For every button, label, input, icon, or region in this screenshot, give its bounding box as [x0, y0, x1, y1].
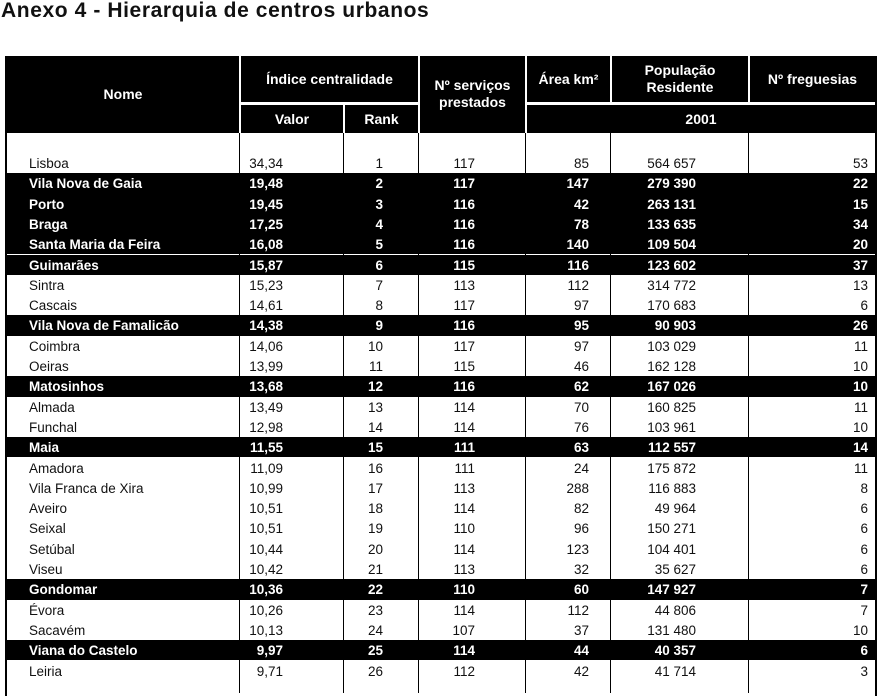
- cell-populacao: 314 772: [647, 277, 696, 293]
- cell-valor: 11,55: [249, 440, 283, 456]
- cell-freguesias: 10: [852, 622, 868, 638]
- cell-valor: 9,71: [256, 663, 283, 679]
- cell-nome: Guimarães: [29, 257, 99, 273]
- cell-area: 42: [573, 196, 589, 212]
- cell-area: 97: [573, 298, 589, 314]
- cell-nome: Lisboa: [29, 156, 69, 171]
- cell-freguesias: 11: [853, 460, 868, 476]
- cell-area: 78: [573, 216, 589, 232]
- header-valor: Valor: [241, 105, 343, 133]
- cell-populacao: 564 657: [647, 156, 696, 171]
- cell-nome: Coimbra: [29, 338, 81, 354]
- table-row: [7, 295, 875, 315]
- cell-freguesias: 11: [853, 399, 868, 415]
- cell-nome: Gondomar: [29, 582, 98, 598]
- cell-rank: 3: [375, 196, 383, 212]
- cell-servicos: 113: [453, 277, 475, 293]
- cell-valor: 10,51: [249, 521, 283, 537]
- cell-freguesias: 6: [860, 298, 868, 314]
- cell-rank: 10: [367, 338, 383, 354]
- cell-rank: 19: [367, 521, 383, 537]
- cell-valor: 10,99: [249, 480, 283, 496]
- cell-rank: 24: [367, 622, 383, 638]
- cell-servicos: 116: [453, 379, 475, 395]
- cell-populacao: 133 635: [647, 216, 696, 232]
- cell-area: 116: [567, 257, 589, 273]
- cell-freguesias: 8: [860, 480, 868, 496]
- cell-rank: 22: [367, 582, 383, 598]
- header-year: 2001: [527, 105, 875, 133]
- cell-populacao: 170 683: [647, 298, 696, 314]
- cell-rank: 15: [367, 440, 383, 456]
- cell-valor: 10,36: [249, 582, 283, 598]
- cell-valor: 12,98: [249, 419, 283, 435]
- cell-servicos: 114: [453, 399, 475, 415]
- cell-area: 60: [573, 582, 589, 598]
- cell-servicos: 112: [453, 663, 475, 679]
- cell-nome: Vila Nova de Famalicão: [29, 318, 179, 334]
- cell-freguesias: 20: [852, 237, 868, 253]
- cell-servicos: 117: [453, 338, 475, 354]
- cell-area: 24: [573, 460, 589, 476]
- cell-valor: 14,06: [249, 338, 283, 354]
- cell-nome: Sacavém: [29, 622, 86, 638]
- cell-populacao: 90 903: [654, 318, 696, 334]
- cell-freguesias: 7: [860, 582, 868, 598]
- table-row: [7, 539, 875, 559]
- cell-rank: 4: [375, 216, 383, 232]
- table-row: [7, 478, 875, 498]
- cell-rank: 9: [375, 318, 383, 334]
- cell-nome: Funchal: [29, 419, 78, 435]
- cell-nome: Matosinhos: [29, 379, 105, 395]
- table-row: [7, 376, 875, 396]
- cell-nome: Leiria: [29, 663, 63, 679]
- cell-populacao: 150 271: [647, 521, 696, 537]
- cell-valor: 13,68: [249, 379, 283, 395]
- cell-servicos: 113: [453, 480, 475, 496]
- cell-valor: 15,87: [249, 257, 283, 273]
- cell-populacao: 109 504: [647, 237, 696, 253]
- cell-servicos: 116: [453, 196, 475, 212]
- header-area: Área km²: [527, 56, 610, 102]
- header-freguesias: Nº freguesias: [750, 56, 875, 102]
- cell-freguesias: 7: [860, 602, 868, 618]
- cell-populacao: 112 557: [647, 440, 696, 456]
- cell-populacao: 263 131: [647, 196, 696, 212]
- cell-servicos: 107: [452, 622, 475, 638]
- cell-rank: 16: [367, 460, 383, 476]
- table-row: [7, 579, 875, 599]
- cell-populacao: 41 714: [654, 663, 696, 679]
- cell-freguesias: 6: [860, 562, 868, 577]
- cell-area: 70: [573, 399, 589, 415]
- cell-nome: Vila Nova de Gaia: [29, 176, 143, 192]
- cell-rank: 13: [367, 399, 383, 415]
- cell-valor: 14,38: [249, 318, 283, 334]
- cell-valor: 9,97: [256, 643, 283, 659]
- table-row: [7, 173, 875, 193]
- urban-centres-table: [5, 56, 877, 696]
- table-row: [7, 600, 875, 620]
- table-row: [7, 437, 875, 457]
- table-row: [7, 498, 875, 518]
- cell-rank: 26: [367, 663, 383, 679]
- cell-area: 96: [573, 521, 589, 537]
- table-row: [7, 275, 875, 295]
- header-servicos-line2: prestados: [439, 94, 506, 110]
- cell-rank: 23: [367, 602, 383, 618]
- table-row: [7, 255, 875, 275]
- cell-nome: Almada: [29, 399, 75, 415]
- cell-valor: 17,25: [249, 216, 283, 232]
- cell-rank: 14: [367, 419, 383, 435]
- cell-populacao: 116 883: [648, 480, 696, 496]
- cell-servicos: 115: [453, 359, 475, 374]
- cell-area: 140: [566, 237, 589, 253]
- cell-freguesias: 6: [860, 541, 868, 557]
- cell-rank: 6: [375, 257, 383, 273]
- cell-populacao: 175 872: [647, 460, 696, 476]
- cell-freguesias: 10: [852, 419, 868, 435]
- cell-area: 37: [573, 622, 589, 638]
- cell-freguesias: 37: [852, 257, 868, 273]
- cell-freguesias: 11: [853, 338, 868, 354]
- table-row: [7, 214, 875, 234]
- cell-nome: Santa Maria da Feira: [29, 237, 161, 253]
- cell-nome: Porto: [29, 196, 65, 212]
- header-servicos-line1: Nº serviços: [434, 77, 511, 93]
- cell-servicos: 110: [453, 521, 475, 537]
- cell-rank: 2: [375, 176, 383, 192]
- cell-nome: Braga: [29, 216, 68, 232]
- cell-rank: 18: [367, 501, 383, 517]
- cell-freguesias: 3: [860, 663, 868, 679]
- cell-freguesias: 13: [852, 277, 868, 293]
- cell-area: 95: [573, 318, 589, 334]
- cell-freguesias: 6: [860, 643, 868, 659]
- cell-valor: 10,13: [249, 622, 283, 638]
- cell-valor: 13,49: [249, 399, 283, 415]
- table-row: [7, 518, 875, 538]
- cell-servicos: 114: [453, 643, 475, 659]
- cell-freguesias: 6: [860, 521, 868, 537]
- cell-freguesias: 10: [852, 379, 868, 395]
- cell-rank: 25: [367, 643, 383, 659]
- cell-freguesias: 53: [852, 156, 868, 171]
- cell-nome: Oeiras: [29, 359, 69, 374]
- table-row: [7, 620, 875, 640]
- cell-populacao: 167 026: [647, 379, 696, 395]
- cell-area: 46: [573, 359, 589, 374]
- cell-servicos: 111: [453, 440, 475, 456]
- table-row: [7, 640, 875, 660]
- cell-freguesias: 26: [852, 318, 868, 334]
- cell-servicos: 117: [453, 156, 475, 171]
- cell-valor: 15,23: [249, 277, 283, 293]
- cell-nome: Vila Franca de Xira: [29, 480, 144, 496]
- cell-freguesias: 6: [860, 501, 868, 517]
- cell-nome: Seixal: [29, 521, 66, 537]
- cell-freguesias: 22: [852, 176, 868, 192]
- cell-nome: Viana do Castelo: [29, 643, 138, 659]
- header-servicos: [420, 56, 525, 133]
- cell-populacao: 131 480: [647, 622, 696, 638]
- cell-valor: 11,09: [250, 460, 283, 476]
- cell-area: 82: [573, 501, 589, 517]
- cell-area: 76: [573, 419, 589, 435]
- cell-area: 85: [573, 156, 589, 171]
- cell-populacao: 279 390: [647, 176, 696, 192]
- table-row: [7, 559, 875, 579]
- cell-rank: 20: [367, 541, 383, 557]
- cell-area: 62: [573, 379, 589, 395]
- cell-valor: 10,44: [249, 541, 283, 557]
- table-row: [7, 417, 875, 437]
- table-row: [7, 458, 875, 478]
- cell-rank: 11: [368, 359, 383, 374]
- header-nome: Nome: [7, 56, 239, 133]
- cell-rank: 8: [375, 298, 383, 314]
- cell-nome: Amadora: [29, 460, 84, 476]
- table-row: [7, 356, 875, 376]
- cell-nome: Cascais: [29, 298, 78, 314]
- cell-nome: Maia: [29, 440, 60, 456]
- cell-rank: 17: [367, 480, 383, 496]
- cell-area: 32: [573, 562, 589, 577]
- cell-nome: Viseu: [29, 562, 63, 577]
- cell-valor: 10,51: [249, 501, 283, 517]
- cell-nome: Évora: [29, 602, 65, 618]
- cell-populacao: 104 401: [647, 541, 696, 557]
- cell-rank: 12: [367, 379, 383, 395]
- table-row: [7, 315, 875, 335]
- header-populacao: [612, 56, 748, 102]
- cell-populacao: 160 825: [647, 399, 696, 415]
- header-populacao-line1: População: [644, 62, 716, 78]
- table-row: [7, 234, 875, 254]
- cell-populacao: 162 128: [647, 359, 696, 374]
- cell-valor: 13,99: [249, 359, 283, 374]
- cell-rank: 5: [375, 237, 383, 253]
- cell-nome: Sintra: [29, 277, 65, 293]
- cell-populacao: 103 029: [647, 338, 696, 354]
- cell-freguesias: 34: [852, 216, 868, 232]
- cell-servicos: 111: [454, 460, 475, 476]
- cell-area: 112: [567, 277, 589, 293]
- cell-populacao: 40 357: [654, 643, 696, 659]
- cell-populacao: 35 627: [654, 562, 696, 577]
- cell-populacao: 123 602: [647, 257, 696, 273]
- header-indice-centralidade: Índice centralidade: [241, 56, 418, 102]
- cell-area: 123: [566, 541, 589, 557]
- table-row: [7, 397, 875, 417]
- cell-valor: 16,08: [249, 237, 283, 253]
- cell-freguesias: 10: [852, 359, 868, 374]
- cell-area: 44: [573, 643, 589, 659]
- cell-nome: Setúbal: [29, 541, 75, 557]
- header-rank: Rank: [345, 105, 418, 133]
- cell-valor: 19,48: [249, 176, 283, 192]
- cell-area: 288: [566, 480, 589, 496]
- table-row: [7, 194, 875, 214]
- cell-rank: 21: [367, 562, 383, 577]
- document-title: Anexo 4 - Hierarquia de centros urbanos: [1, 0, 430, 22]
- header-populacao-line2: Residente: [646, 79, 714, 95]
- cell-rank: 1: [375, 156, 383, 171]
- cell-valor: 34,34: [249, 156, 283, 171]
- cell-freguesias: 14: [852, 440, 868, 456]
- cell-servicos: 114: [453, 541, 475, 557]
- cell-area: 147: [566, 176, 589, 192]
- cell-servicos: 116: [453, 216, 475, 232]
- cell-servicos: 117: [453, 176, 475, 192]
- cell-area: 97: [573, 338, 589, 354]
- cell-populacao: 44 806: [654, 602, 696, 618]
- cell-area: 42: [573, 663, 589, 679]
- cell-servicos: 110: [453, 582, 475, 598]
- cell-servicos: 115: [453, 257, 475, 273]
- cell-populacao: 147 927: [647, 582, 696, 598]
- cell-servicos: 114: [453, 501, 475, 517]
- cell-area: 63: [573, 440, 589, 456]
- cell-populacao: 103 961: [647, 419, 696, 435]
- cell-servicos: 114: [453, 602, 475, 618]
- cell-valor: 10,42: [249, 562, 283, 577]
- table-row: [7, 661, 875, 681]
- table-row: [7, 153, 875, 173]
- cell-servicos: 113: [453, 562, 475, 577]
- cell-rank: 7: [375, 277, 383, 293]
- cell-servicos: 116: [453, 237, 475, 253]
- cell-valor: 10,26: [249, 602, 283, 618]
- cell-servicos: 116: [453, 318, 475, 334]
- cell-populacao: 49 964: [654, 501, 696, 517]
- table-row: [7, 336, 875, 356]
- cell-freguesias: 15: [852, 196, 868, 212]
- cell-nome: Aveiro: [29, 501, 68, 517]
- cell-valor: 19,45: [249, 196, 283, 212]
- cell-servicos: 117: [453, 298, 475, 314]
- cell-area: 112: [567, 602, 589, 618]
- cell-valor: 14,61: [249, 298, 283, 314]
- cell-servicos: 114: [453, 419, 475, 435]
